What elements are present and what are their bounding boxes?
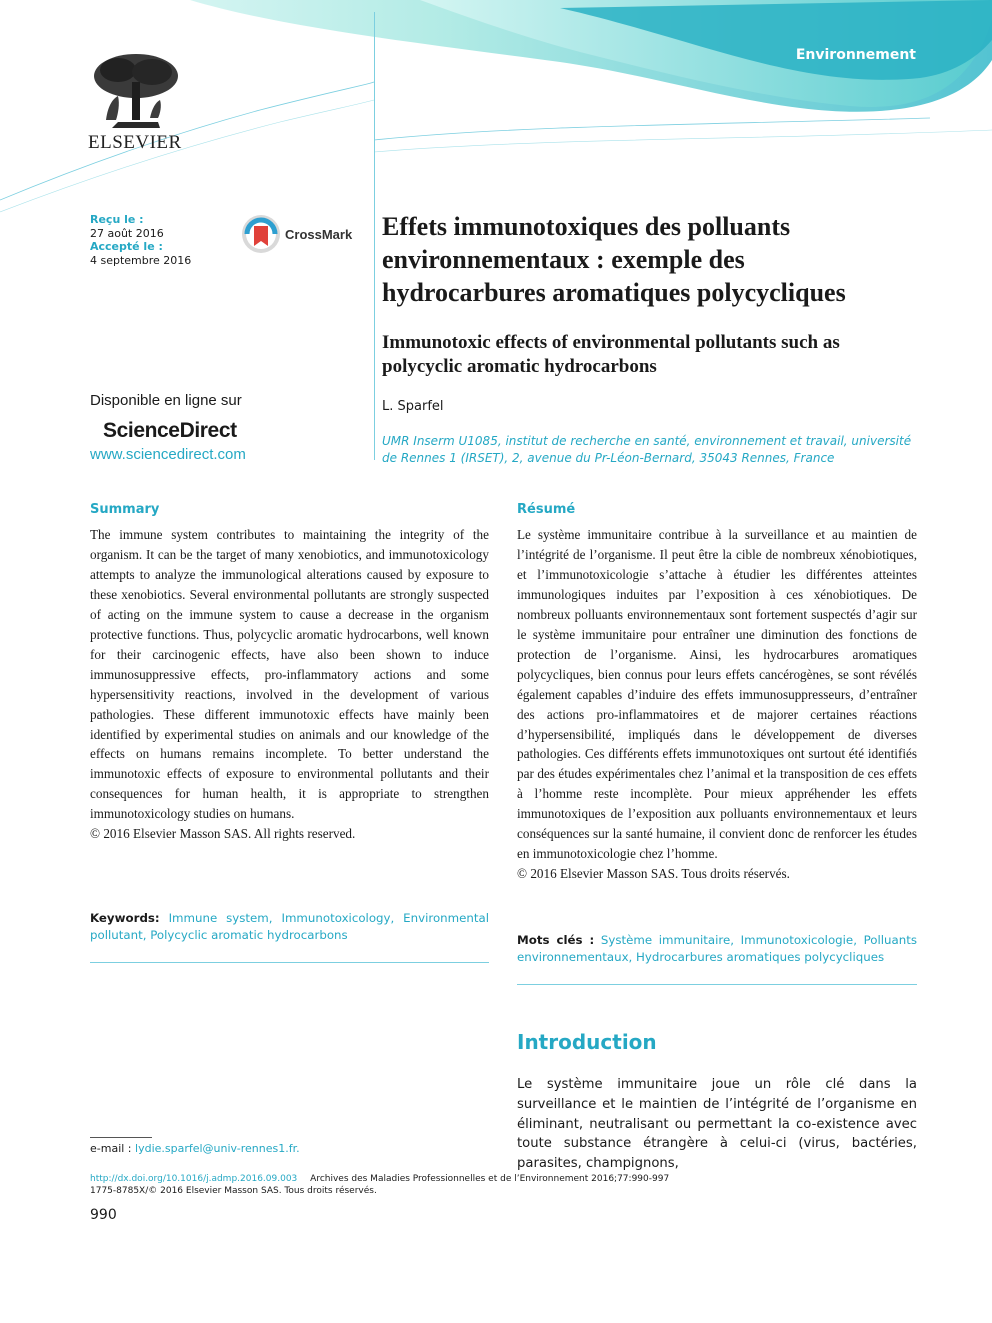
crossmark-label: CrossMark <box>285 226 353 242</box>
accepted-date: 4 septembre 2016 <box>90 253 192 267</box>
vertical-divider <box>374 12 375 460</box>
summary-heading: Summary <box>90 502 160 517</box>
keywords-label: Keywords: <box>90 911 160 925</box>
resume-rule <box>517 984 917 985</box>
mots-cles-list: Système immunitaire, Immunotoxicologie, Polluants environnementaux, Hydrocarbures aromatiques polycycliques <box>517 933 917 964</box>
resume-text: Le système immunitaire contribue à la surveillance et au maintien de l’intégrité de l’organisme. Il peut être la cible de nombreux xénobiotiques, et l’immunotoxicologie s’attache à étudier les différentes atteintes immunologiques induites par l’exposition à ces xénobiotiques. De nombreux polluants environnementaux sont fortement suspectés d’agir sur le système immunitaire pour entraîner une diminution des fonctions de protection de l’organisme. Ainsi, les hydrocarbures aromatiques polycycliques, bien connus pour leurs effets cancérogènes, se sont révélés également capables d’induire des effets immunosuppresseurs, d’entraîner des actions pro-inflammatoires et de majorer certaines réactions d’hypersensibilité, impliqués dans le développement de diverses pathologies. Ces différents effets immunotoxiques ont surtout été identifiés par des études expérimentales chez l’animal et la transposition de ces effets à l’homme reste incomplète. Pour mieux appréhender les effets immunotoxiques de l’exposition aux polluants environnementaux et leurs conséquences sur la santé humaine, il convient donc de renforcer les études en immunotoxicologie chez l’homme. <box>517 527 917 862</box>
summary-rule <box>90 962 489 963</box>
received-date: 27 août 2016 <box>90 226 164 240</box>
summary-keywords <box>90 910 489 944</box>
summary-text: The immune system contributes to maintaining the integrity of the organism. It can be the target of many xenobiotics, and immunotoxicology attempts to analyze the immunological alterations caused by exposure to these xenobiotics. Several environmental pollutants are strongly suspected of acting on the immune system to cause a decrease in the organism protective functions. Thus, polycyclic aromatic hydrocarbons, well known for their carcinogenic effects, have also been shown to induce immunosuppressive effects, pro-inflammatory actions and some hypersensitivity reactions, involved in the development of various pathologies. These different immunotoxic effects have mainly been identified by experimental studies on animals and our knowledge of the effects on humans remains incomplete. To better understand the immunotoxic effects of exposure to environmental pollutants and their consequences for human health, it is appropriate to strengthen immunotoxicology studies on humans. <box>90 527 489 822</box>
resume-heading: Résumé <box>517 502 576 517</box>
article-title-en: Immunotoxic effects of environmental pollutants such as polycyclic aromatic hydrocarbons <box>382 332 840 377</box>
footnote-email <box>90 1142 300 1155</box>
resume-copyright: © 2016 Elsevier Masson SAS. Tous droits réservés. <box>517 866 790 882</box>
received-label: Reçu le : <box>90 213 144 226</box>
journal-citation: Archives des Maladies Professionnelles et de l’Environnement 2016;77:990-997 <box>310 1174 670 1184</box>
introduction-text: Le système immunitaire joue un rôle clé dans la surveillance et le maintien de l’intégrité de l’organisme en éliminant, neutralisant ou permettant la co-existence avec toute substance étrangère à celui-ci (virus, bactéries, parasites, champignons, <box>517 1077 917 1172</box>
doi-link[interactable]: http://dx.doi.org/10.1016/j.admp.2016.09.003 <box>90 1174 298 1184</box>
elsevier-logo <box>88 52 188 154</box>
availability-label: Disponible en ligne sur <box>90 392 242 409</box>
keywords-list: Immune system, Immunotoxicology, Environmental pollutant, Polycyclic aromatic hydrocarbons <box>90 911 489 942</box>
summary-copyright: © 2016 Elsevier Masson SAS. All rights reserved. <box>90 826 356 842</box>
article-title-fr: Effets immunotoxiques des polluants environnementaux : exemple des hydrocarbures aromatiques polycycliques <box>382 212 846 307</box>
accepted-label: Accepté le : <box>90 240 163 253</box>
resume-abstract <box>517 525 917 884</box>
page-number: 990 <box>90 1207 117 1223</box>
footer-citation <box>90 1174 669 1184</box>
publisher-wordmark: ELSEVIER <box>88 132 182 153</box>
section-tag: Environnement <box>795 47 916 63</box>
article-dates <box>90 213 191 267</box>
mots-cles-label: Mots clés : <box>517 933 595 947</box>
sciencedirect-link[interactable]: www.sciencedirect.com <box>90 446 246 463</box>
email-label: e-mail : <box>90 1142 132 1155</box>
summary-abstract <box>90 525 489 844</box>
affiliation: UMR Inserm U1085, institut de recherche en santé, environnement et travail, université de Rennes 1 (IRSET), 2, avenue du Pr-Léon-Bernard, 35043 Rennes, France <box>382 434 912 465</box>
author: L. Sparfel <box>382 399 444 414</box>
email-link[interactable]: lydie.sparfel@univ-rennes1.fr. <box>135 1142 300 1155</box>
footnote-rule <box>90 1137 152 1138</box>
crossmark-icon <box>241 214 281 254</box>
elsevier-tree-icon <box>88 52 184 130</box>
crossmark-badge[interactable] <box>241 214 352 254</box>
resume-keywords <box>517 932 917 966</box>
sciencedirect-logo: ScienceDirect <box>103 419 237 442</box>
introduction-heading: Introduction <box>517 1030 657 1054</box>
footer-copyright: 1775-8785X/© 2016 Elsevier Masson SAS. Tous droits réservés. <box>90 1186 377 1196</box>
